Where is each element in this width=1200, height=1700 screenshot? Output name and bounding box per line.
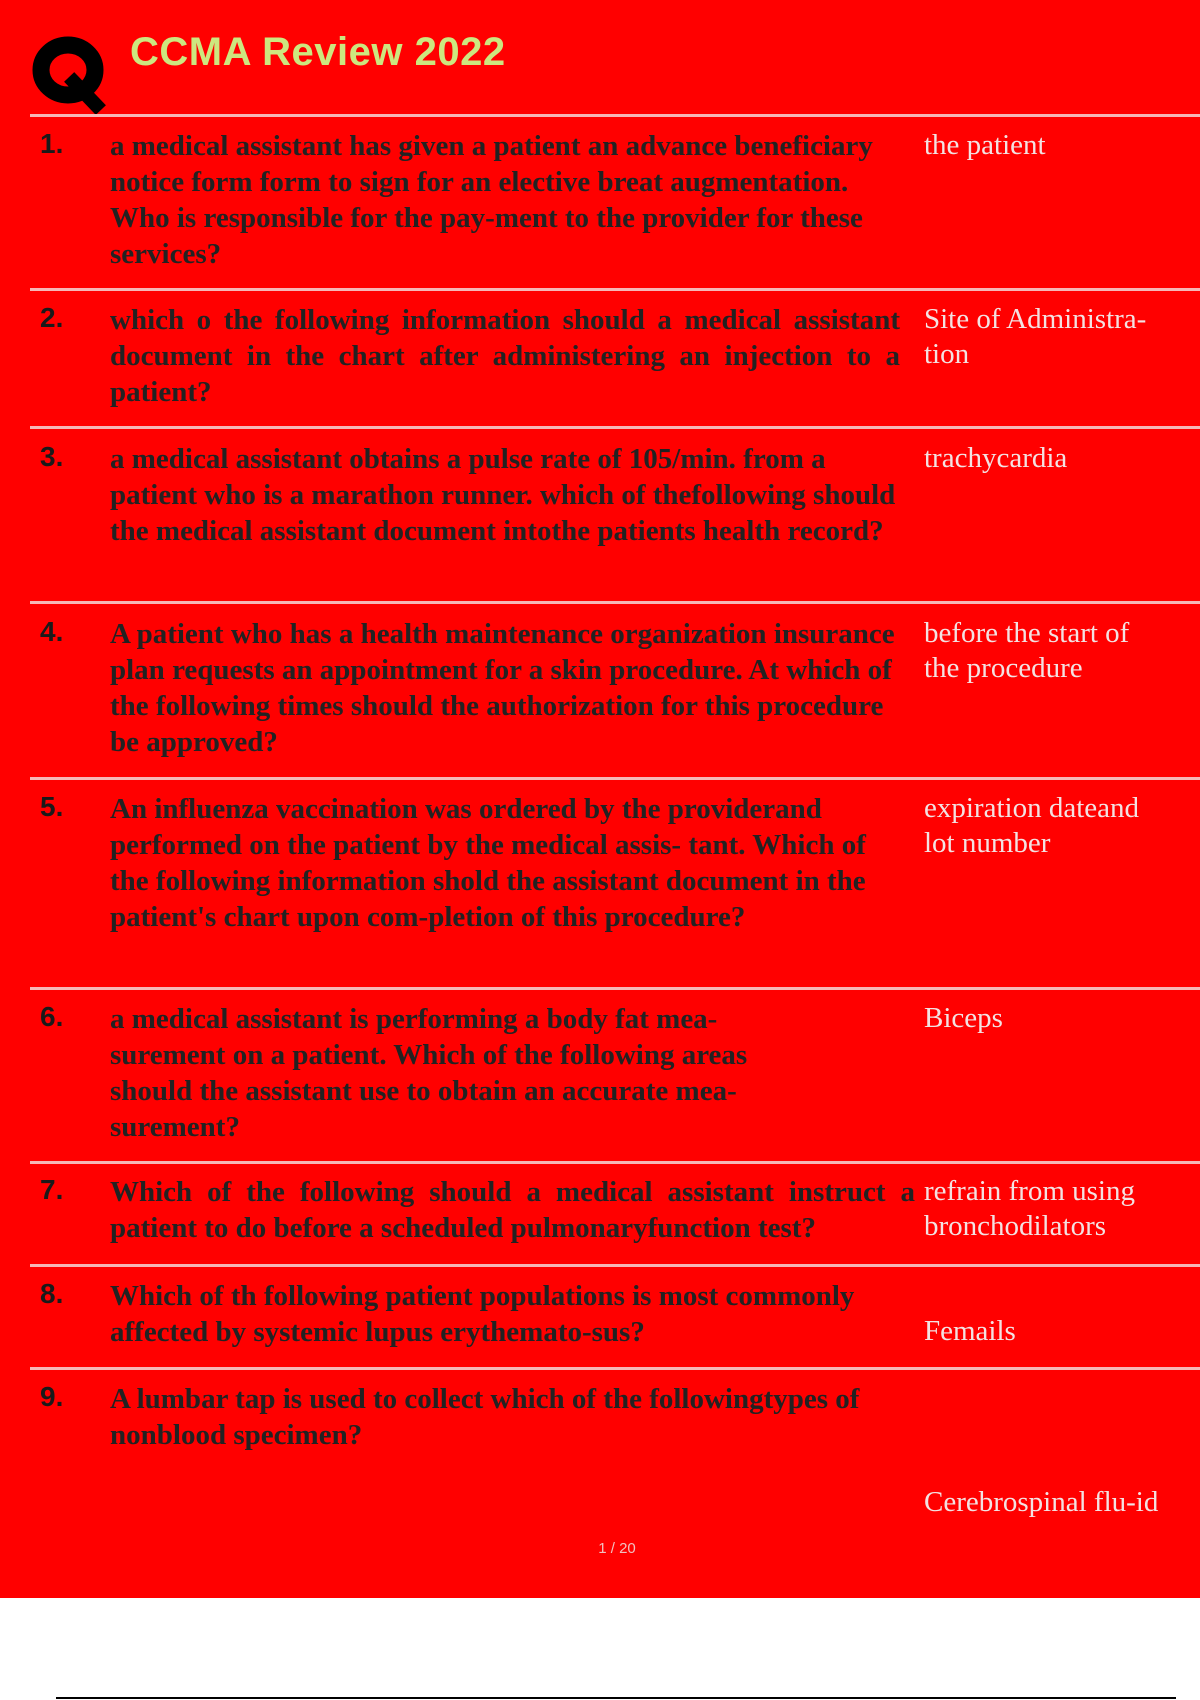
header: [0, 0, 1200, 116]
item-number: 3.: [40, 441, 64, 472]
item-number: 9.: [40, 1381, 64, 1412]
question-text: A patient who has a health maintenance organization insurance plan requests an appointment for a skin procedure. At which of the following times should the authorization for this procedure be approved?: [110, 618, 895, 758]
divider: [30, 114, 1200, 117]
answer-text: expiration dateand lot number: [924, 792, 1139, 859]
answer-text: trachycardia: [924, 442, 1068, 474]
divider: [30, 1264, 1200, 1267]
question-text: Which of the following should a medical assistant instruct a patient to do before a scheduled pulmonaryfunction test?: [110, 1176, 915, 1244]
item-number: 8.: [40, 1278, 64, 1309]
answer-text: the patient: [924, 129, 1046, 161]
answer-text: refrain from using bronchodilators: [924, 1175, 1135, 1242]
item-number: 2.: [40, 302, 64, 333]
page-title: CCMA Review 2022: [130, 30, 506, 74]
divider: [30, 1161, 1200, 1164]
answer-text: Site of Administra-tion: [924, 303, 1147, 370]
divider: [30, 1367, 1200, 1370]
item-number: 7.: [40, 1174, 64, 1205]
answer-text: before the start of the procedure: [924, 617, 1130, 684]
question-text: An influenza vaccination was ordered by the providerand performed on the patient by the medical assis- tant. Which of the following information shold the assistant document in the patient's chart upon com-pletion of this procedure?: [110, 793, 866, 933]
divider: [30, 777, 1200, 780]
question-text: a medical assistant is performing a body fat mea-surement on a patient. Which of the following areas should the assistant use to obtain an accurate mea-surement?: [110, 1003, 748, 1143]
item-number: 4.: [40, 616, 64, 647]
item-number: 6.: [40, 1001, 64, 1032]
question-text: which o the following information should a medical assistant document in the chart after administering an injection to a patient?: [110, 304, 900, 408]
question-text: a medical assistant obtains a pulse rate of 105/min. from a patient who is a marathon runner. which of thefollowing should the medical assistant document intothe patients health record?: [110, 443, 896, 547]
item-number: 1.: [40, 128, 64, 159]
answer-text: Femails: [924, 1315, 1016, 1347]
question-text: A lumbar tap is used to collect which of the followingtypes of nonblood specimen?: [110, 1383, 860, 1451]
question-text: Which of th following patient populations is most commonly affected by systemic lupus erythemato-sus?: [110, 1280, 855, 1348]
quizlet-q-logo-icon: [30, 32, 112, 114]
answer-text: Cerebrospinal flu-id: [924, 1486, 1159, 1518]
page-indicator: 1 / 20: [598, 1540, 636, 1557]
divider: [30, 601, 1200, 604]
divider: [30, 288, 1200, 291]
divider: [30, 426, 1200, 429]
divider: [30, 987, 1200, 990]
divider: [56, 1697, 1176, 1699]
answer-text: Biceps: [924, 1002, 1003, 1034]
question-text: a medical assistant has given a patient an advance beneficiary notice form form to sign for an elective breat augmentation. Who is responsible for the pay-ment to the provider for these services?: [110, 130, 873, 270]
item-number: 5.: [40, 791, 64, 822]
